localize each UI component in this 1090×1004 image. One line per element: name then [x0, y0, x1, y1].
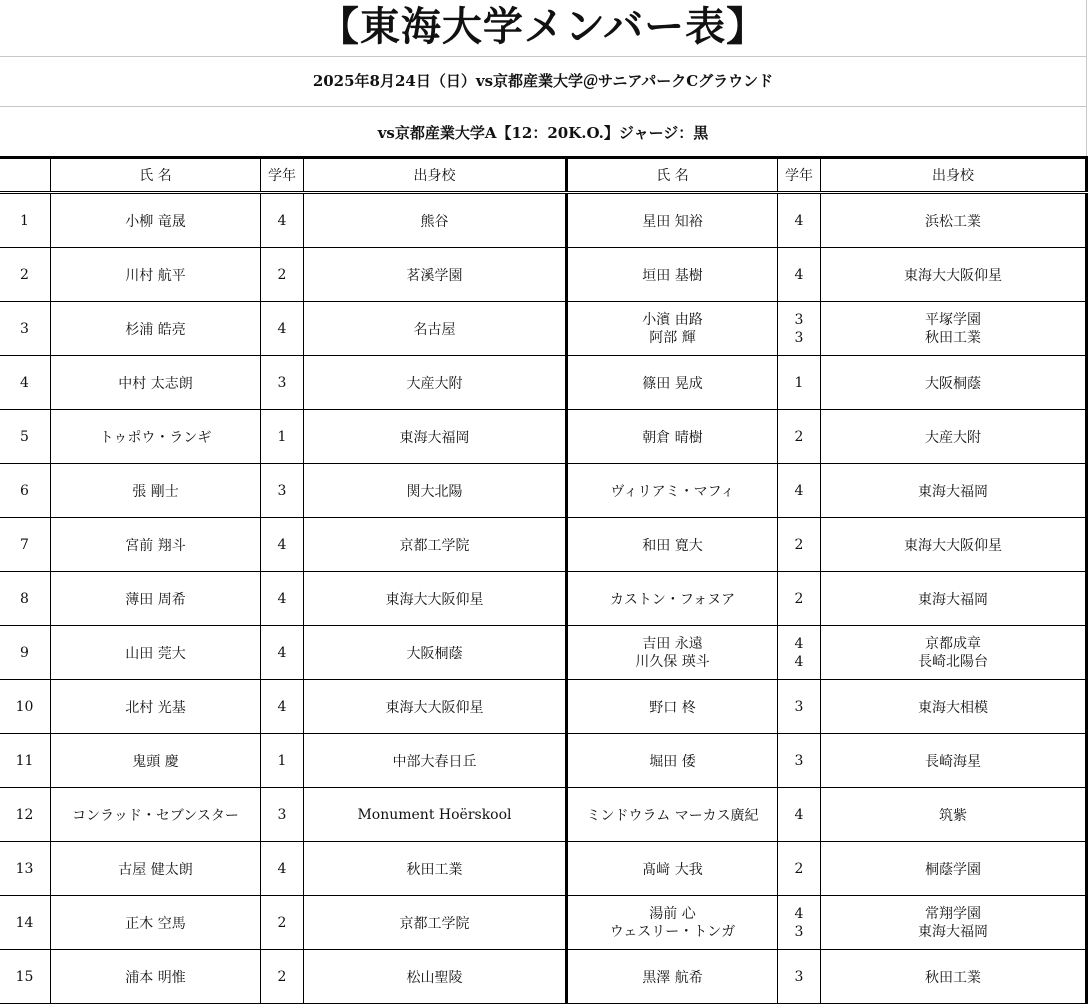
table-row	[0, 518, 1087, 572]
player-grade: 4	[778, 464, 821, 518]
row-number: 12	[0, 788, 51, 842]
player-school: 長崎海星	[821, 734, 1087, 788]
player-grade	[778, 626, 821, 680]
table-row	[0, 950, 1087, 1004]
row-number: 11	[0, 734, 51, 788]
player-grade: 3	[778, 680, 821, 734]
player-name: 野口 柊	[567, 680, 778, 734]
player-grade: 4	[261, 193, 304, 248]
player-school: 大産大附	[304, 356, 567, 410]
player-school: 秋田工業	[304, 842, 567, 896]
player-school: 筑紫	[821, 788, 1087, 842]
header-grade: 学年	[778, 158, 821, 193]
player-name	[567, 626, 778, 680]
table-body	[0, 193, 1087, 1004]
player-school: Monument Hoërskool	[304, 788, 567, 842]
player-name: 張 剛士	[51, 464, 261, 518]
table-row	[0, 626, 1087, 680]
row-number: 8	[0, 572, 51, 626]
player-school: 中部大春日丘	[304, 734, 567, 788]
player-name-primary: 小濱 由路	[642, 311, 703, 328]
player-grade-primary: 4	[794, 905, 804, 922]
player-grade-primary: 4	[794, 635, 804, 652]
player-name: 垣田 基樹	[567, 248, 778, 302]
row-number: 1	[0, 193, 51, 248]
player-name: コンラッド・セブンスター	[51, 788, 261, 842]
player-school	[821, 302, 1087, 356]
table-row	[0, 842, 1087, 896]
player-school: 秋田工業	[821, 950, 1087, 1004]
player-grade: 2	[261, 950, 304, 1004]
player-name: 浦本 明惟	[51, 950, 261, 1004]
player-school: 東海大大阪仰星	[304, 572, 567, 626]
player-school: 京都工学院	[304, 518, 567, 572]
player-school: 東海大相模	[821, 680, 1087, 734]
player-grade: 2	[778, 842, 821, 896]
table-row	[0, 356, 1087, 410]
player-grade: 1	[778, 356, 821, 410]
player-name: 山田 莞大	[51, 626, 261, 680]
header-school: 出身校	[821, 158, 1087, 193]
player-grade: 2	[778, 518, 821, 572]
player-name-secondary: 阿部 輝	[649, 329, 696, 346]
player-grade	[778, 302, 821, 356]
match-info: vs京都産業大学A【12：20K.O.】ジャージ：黒	[377, 124, 709, 142]
player-school-primary: 平塚学園	[925, 311, 981, 328]
row-number: 4	[0, 356, 51, 410]
player-name: 篠田 晃成	[567, 356, 778, 410]
match-date-venue: 2025年8月24日（日）vs京都産業大学＠サニアパークCグラウンド	[312, 72, 774, 90]
player-grade: 4	[261, 842, 304, 896]
player-name: トゥポウ・ランギ	[51, 410, 261, 464]
player-name: 朝倉 晴樹	[567, 410, 778, 464]
table-row	[0, 734, 1087, 788]
player-grade: 4	[778, 788, 821, 842]
player-school-secondary: 東海大福岡	[918, 923, 988, 940]
player-grade-secondary: 3	[794, 329, 804, 346]
player-name: カストン・フォヌア	[567, 572, 778, 626]
header-number	[0, 158, 51, 193]
player-name: 杉浦 皓亮	[51, 302, 261, 356]
player-name: ヴィリアミ・マフィ	[567, 464, 778, 518]
player-grade-primary: 3	[794, 311, 804, 328]
player-name: 北村 光基	[51, 680, 261, 734]
player-school: 熊谷	[304, 193, 567, 248]
member-table	[0, 156, 1088, 1004]
player-name: 薄田 周希	[51, 572, 261, 626]
table-header-row	[0, 158, 1087, 193]
player-grade-secondary: 4	[794, 653, 804, 670]
player-name: 鬼頭 慶	[51, 734, 261, 788]
row-number: 3	[0, 302, 51, 356]
player-grade: 3	[778, 950, 821, 1004]
table-row	[0, 248, 1087, 302]
player-school	[821, 896, 1087, 950]
player-name-secondary: ウェスリー・トンガ	[609, 923, 736, 940]
player-grade: 1	[261, 734, 304, 788]
player-school: 名古屋	[304, 302, 567, 356]
player-school-primary: 京都成章	[925, 635, 981, 652]
player-name	[567, 896, 778, 950]
player-grade: 4	[778, 248, 821, 302]
header-name: 氏 名	[567, 158, 778, 193]
player-school-secondary: 秋田工業	[925, 329, 981, 346]
row-number: 15	[0, 950, 51, 1004]
player-school: 大産大附	[821, 410, 1087, 464]
table-row	[0, 896, 1087, 950]
player-school: 東海大福岡	[304, 410, 567, 464]
player-school: 東海大大阪仰星	[821, 248, 1087, 302]
player-grade: 4	[261, 626, 304, 680]
row-number: 7	[0, 518, 51, 572]
table-row	[0, 410, 1087, 464]
player-school: 東海大大阪仰星	[821, 518, 1087, 572]
player-grade: 2	[778, 410, 821, 464]
player-grade: 2	[778, 572, 821, 626]
player-school: 松山聖陵	[304, 950, 567, 1004]
player-name-secondary: 川久保 瑛斗	[635, 653, 710, 670]
row-number: 10	[0, 680, 51, 734]
player-school: 茗溪学園	[304, 248, 567, 302]
player-name: ミンドウラム マーカス廣紀	[567, 788, 778, 842]
table-row	[0, 788, 1087, 842]
table-row	[0, 572, 1087, 626]
player-school: 東海大大阪仰星	[304, 680, 567, 734]
player-grade: 4	[778, 193, 821, 248]
player-school: 桐蔭学園	[821, 842, 1087, 896]
player-school-secondary: 長崎北陽台	[918, 653, 988, 670]
row-number: 13	[0, 842, 51, 896]
divider	[1086, 0, 1087, 156]
player-name: 黒澤 航希	[567, 950, 778, 1004]
row-number: 14	[0, 896, 51, 950]
table-row	[0, 680, 1087, 734]
player-school: 東海大福岡	[821, 572, 1087, 626]
player-grade: 4	[261, 518, 304, 572]
player-school: 浜松工業	[821, 193, 1087, 248]
player-name: 小柳 竜晟	[51, 193, 261, 248]
player-school: 東海大福岡	[821, 464, 1087, 518]
table-row	[0, 193, 1087, 248]
player-school: 大阪桐蔭	[821, 356, 1087, 410]
player-grade: 1	[261, 410, 304, 464]
player-school	[821, 626, 1087, 680]
player-grade: 4	[261, 302, 304, 356]
player-grade	[778, 896, 821, 950]
player-name: 川村 航平	[51, 248, 261, 302]
player-school: 大阪桐蔭	[304, 626, 567, 680]
row-number: 2	[0, 248, 51, 302]
player-name: 宮前 翔斗	[51, 518, 261, 572]
player-grade: 3	[261, 464, 304, 518]
row-number: 6	[0, 464, 51, 518]
player-name	[567, 302, 778, 356]
player-grade: 3	[778, 734, 821, 788]
player-grade: 4	[261, 680, 304, 734]
player-name-primary: 吉田 永遠	[642, 635, 703, 652]
page-title: 【東海大学メンバー表】	[318, 3, 768, 50]
table-row	[0, 464, 1087, 518]
player-grade-secondary: 3	[794, 923, 804, 940]
player-grade: 2	[261, 248, 304, 302]
header-school: 出身校	[304, 158, 567, 193]
player-name: 堀田 倭	[567, 734, 778, 788]
player-name: 正木 空馬	[51, 896, 261, 950]
player-school: 関大北陽	[304, 464, 567, 518]
header-name: 氏 名	[51, 158, 261, 193]
player-name: 髙﨑 大我	[567, 842, 778, 896]
row-number: 9	[0, 626, 51, 680]
player-name: 星田 知裕	[567, 193, 778, 248]
table-row	[0, 302, 1087, 356]
player-school-primary: 常翔学園	[925, 905, 981, 922]
player-grade: 2	[261, 896, 304, 950]
player-name: 中村 太志朗	[51, 356, 261, 410]
player-name-primary: 湯前 心	[649, 905, 696, 922]
row-number: 5	[0, 410, 51, 464]
player-name: 古屋 健太朗	[51, 842, 261, 896]
player-name: 和田 寛大	[567, 518, 778, 572]
player-grade: 4	[261, 572, 304, 626]
player-grade: 3	[261, 788, 304, 842]
player-grade: 3	[261, 356, 304, 410]
header-grade: 学年	[261, 158, 304, 193]
player-school: 京都工学院	[304, 896, 567, 950]
